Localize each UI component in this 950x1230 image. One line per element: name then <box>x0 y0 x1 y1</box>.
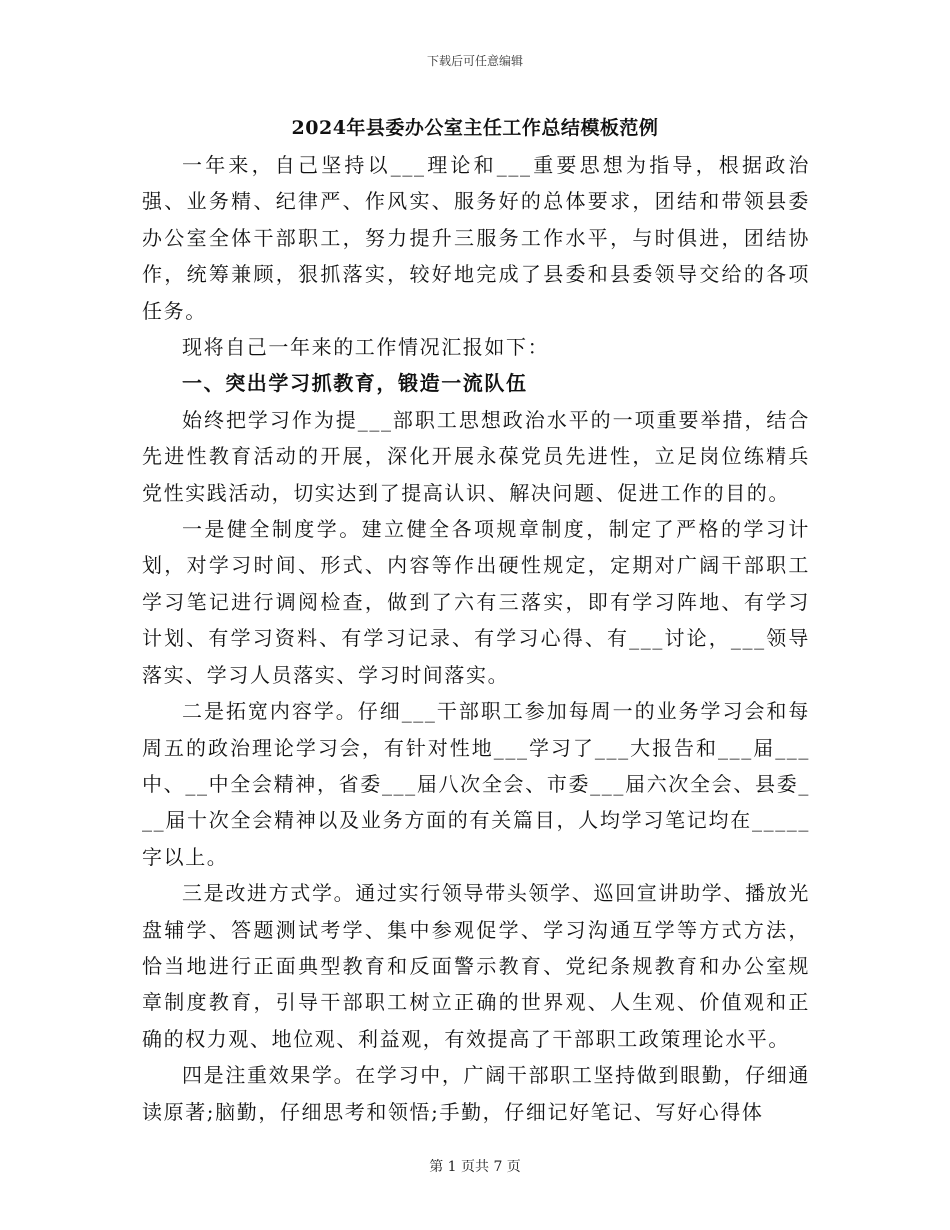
paragraph-point-4: 四是注重效果学。在学习中，广阔干部职工坚持做到眼勤，仔细通读原著;脑勤，仔细思考和领悟;手勤，仔细记好笔记、写好心得体 <box>142 1063 810 1124</box>
page-header-note: 下载后可任意编辑 <box>426 54 523 68</box>
paragraph-study-overview: 始终把学习作为提___部职工思想政治水平的一项重要举措，结合先进性教育活动的开展，深化开展永葆党员先进性，立足岗位练精兵党性实践活动，切实达到了提高认识、解决问题、促进工作的目的。 <box>142 407 810 505</box>
paragraph-point-3: 三是改进方式学。通过实行领导带头领学、巡回宣讲助学、播放光盘辅学、答题测试考学、集中参观促学、学习沟通互学等方式方法，恰当地进行正面典型教育和反面警示教育、党纪条规教育和办公室规章制度教育，引导干部职工树立正确的世界观、人生观、价值观和正确的权力观、地位观、利益观，有效提高了干部职工政策理论水平。 <box>142 881 810 1051</box>
document-body <box>142 147 810 1130</box>
document-title: 2024年县委办公室主任工作总结模板范例 <box>291 117 659 139</box>
paragraph-point-1: 一是健全制度学。建立健全各项规章制度，制定了严格的学习计划，对学习时间、形式、内容等作出硬性规定，定期对广阔干部职工学习笔记进行调阅检查，做到了六有三落实，即有学习阵地、有学习计划、有学习资料、有学习记录、有学习心得、有___讨论，___领导落实、学习人员落实、学习时间落实。 <box>142 517 810 687</box>
page-number-footer: 第 1 页共 7 页 <box>429 1159 521 1175</box>
paragraph-report-lead: 现将自己一年来的工作情况汇报如下： <box>182 335 550 360</box>
section-heading-1: 一、突出学习抓教育，锻造一流队伍 <box>182 371 528 396</box>
paragraph-intro: 一年来，自己坚持以___理论和___重要思想为指导，根据政治强、业务精、纪律严、作风实、服务好的总体要求，团结和带领县委办公室全体干部职工，努力提升三服务工作水平，与时俱进，团结协作，统筹兼顾，狠抓落实，较好地完成了县委和县委领导交给的各项任务。 <box>142 153 810 323</box>
paragraph-point-2: 二是拓宽内容学。仔细___干部职工参加每周一的业务学习会和每周五的政治理论学习会，有针对性地___学习了___大报告和___届___中、__中全会精神，省委___届八次全会、市委___届六次全会、县委___届十次全会精神以及业务方面的有关篇目，人均学习笔记均在_____字以上。 <box>142 699 810 869</box>
